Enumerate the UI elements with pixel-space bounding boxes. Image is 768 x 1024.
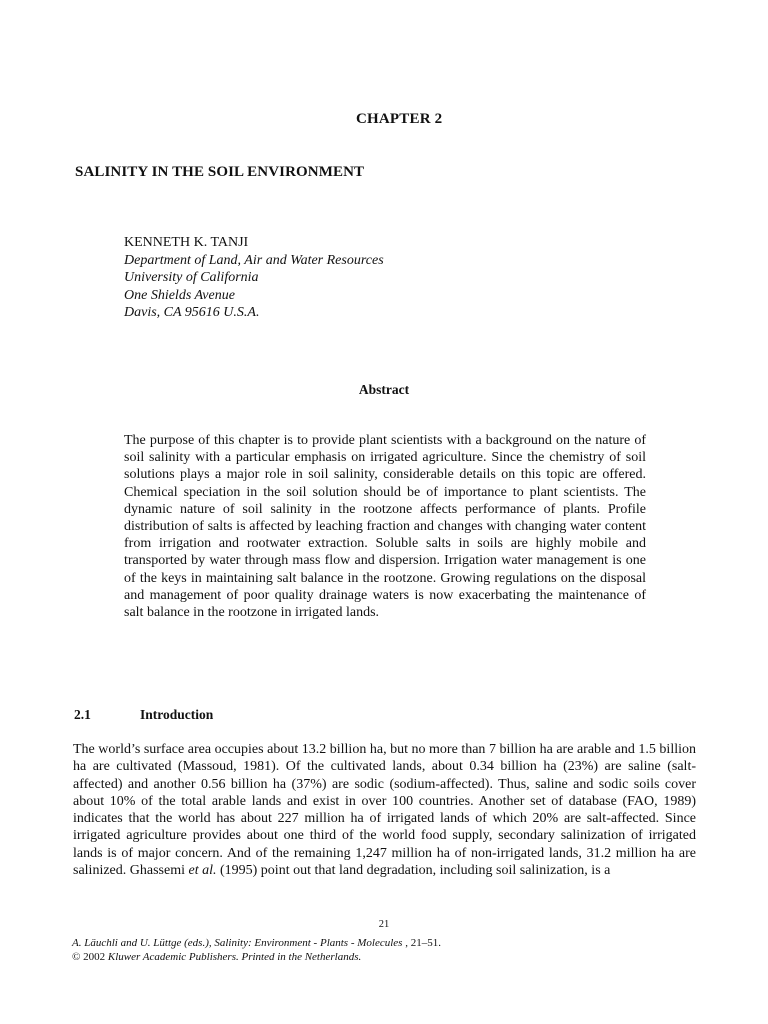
abstract-text: The purpose of this chapter is to provide plant scientists with a background on the nature of soil salinity with a particular emphasis on irrigated agriculture. Since the chemistry of soil solutions plays a major role in soil salinity, considerable details on this topic are offered. Chemical speciation in the soil solution should be of importance to plant scientists. The dynamic nature of soil salinity in the rootzone affects performance of plants. Profile distribution of salts is affected by leaching fraction and changes with changing water content from irrigation and rootwater extraction. Soluble salts in soils are highly mobile and transported by water through mass flow and dispersion. Irrigation water management is one of the keys in maintaining salt balance in the rootzone. Growing regulations on the disposal and management of poor quality drainage waters is now exacerbating the maintenance of salt balance in the rootzone in irrigated lands. bbox=[124, 433, 646, 621]
abstract-heading: Abstract bbox=[358, 382, 410, 397]
section-title: Introduction bbox=[140, 707, 214, 722]
intro-text-part1: The world’s surface area occupies about 13.2 billion ha, but no more than 7 billion ha are arable and 1.5 billion ha are cultivated (Massoud, 1981). Of the cultivated lands, about 0.34 billion ha (23%) are saline (salt-affected) and another 0.56 billion ha (37%) are sodic (sodium-affected). Thus, saline and sodic soils cover about 10% of the total arable lands and exist in over 100 countries. Another set of database (FAO, 1989) indicates that the world has about 227 million ha of irrigated lands of which 20% are salt-affected. Since irrigated agriculture provides about one third of the world food supply, secondary salinization of irrigated lands is of major concern. And of the remaining 1,247 million ha of non-irrigated lands, 31.2 million ha are salinized. Ghassemi bbox=[73, 742, 696, 879]
chapter-label: CHAPTER 2 bbox=[356, 111, 443, 127]
section-heading bbox=[74, 707, 213, 723]
footer-citation bbox=[72, 937, 441, 949]
introduction-paragraph bbox=[73, 741, 696, 879]
introduction-body bbox=[73, 741, 696, 879]
author-university: University of California bbox=[124, 270, 259, 285]
intro-italic-et-al: et al. bbox=[188, 863, 217, 879]
copyright-publisher: Kluwer Academic Publishers. Printed in the Netherlands. bbox=[107, 951, 362, 963]
chapter-title: SALINITY IN THE SOIL ENVIRONMENT bbox=[75, 164, 365, 180]
page-number: 21 bbox=[378, 919, 390, 930]
section-number: 2.1 bbox=[74, 707, 91, 722]
footer-copyright bbox=[72, 951, 361, 963]
author-department: Department of Land, Air and Water Resources bbox=[124, 252, 384, 268]
author-street: One Shields Avenue bbox=[124, 287, 235, 303]
copyright-prefix: © 2002 bbox=[72, 951, 108, 963]
abstract-body bbox=[124, 432, 646, 621]
author-city: Davis, CA 95616 U.S.A. bbox=[124, 305, 260, 320]
author-block bbox=[124, 234, 384, 322]
citation-text: A. Läuchli and U. Lüttge (eds.), Salinity: Environment - Plants - Molecules bbox=[72, 937, 403, 949]
citation-pages: , 21–51. bbox=[402, 937, 441, 949]
intro-text-part2: (1995) point out that land degradation, including soil salinization, is a bbox=[216, 863, 611, 879]
author-name: KENNETH K. TANJI bbox=[124, 235, 249, 250]
